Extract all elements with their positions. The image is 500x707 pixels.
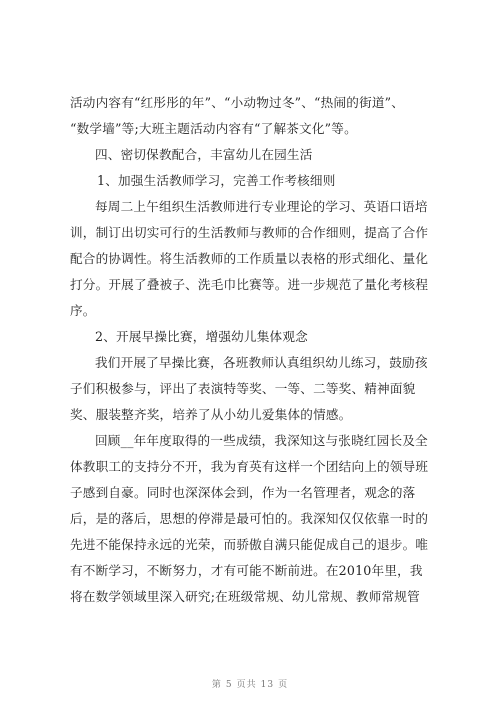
paragraph-line: 子感到自豪。同时也深深体会到，作为一名管理者，观念的落 xyxy=(70,485,416,500)
paragraph-line: 每周二上午组织生活教师进行专业理论的学习、英语口语培 xyxy=(95,199,428,214)
section-heading: 四、密切保教配合，丰富幼儿在园生活 xyxy=(95,147,313,162)
paragraph-line: 将在数学领域里深入研究;在班级常规、幼儿常规、教师常规管 xyxy=(70,589,420,604)
subsection-heading: 2、开展早操比赛，增强幼儿集体观念 xyxy=(95,329,308,344)
text-line: 活动内容有“红彤彤的年”、“小动物过冬”、“热闹的街道”、 xyxy=(70,95,405,110)
paragraph-line: 我们开展了早操比赛，各班教师认真组织幼儿练习，鼓励孩 xyxy=(95,355,428,370)
footer-page-number: 5 xyxy=(225,680,233,690)
paragraph-line: 子们积极参与，评出了表演特等奖、一等、二等奖、精神面貌 xyxy=(70,381,416,396)
subsection-heading: 1、加强生活教师学习，完善工作考核细则 xyxy=(97,173,336,188)
paragraph-line: 序。 xyxy=(70,303,96,318)
footer-middle: 页共 xyxy=(236,680,257,690)
paragraph-line: 配合的协调性。将生活教师的工作质量以表格的形式细化、量化 xyxy=(70,251,429,266)
paragraph-line: 先进不能保持永远的光荣，而骄傲自满只能促成自己的退步。唯 xyxy=(70,537,429,552)
paragraph-line: 打分。开展了叠被子、洗毛巾比赛等。进一步规范了量化考核程 xyxy=(70,277,429,292)
page-footer xyxy=(0,677,500,690)
footer-total-pages: 13 xyxy=(260,680,275,690)
footer-suffix: 页 xyxy=(278,680,289,690)
text-line: “数学墙”等;大班主题活动内容有“了解茶文化”等。 xyxy=(70,121,357,136)
paragraph-line: 回顾__年年度取得的一些成绩，我深知这与张晓红园长及全 xyxy=(95,433,428,448)
paragraph-line: 有不断学习，不断努力，才有可能不断前进。在2010年里，我 xyxy=(70,563,423,578)
paragraph-line: 奖、服装整齐奖，培养了从小幼儿爱集体的情感。 xyxy=(70,407,352,422)
paragraph-line: 后，是的落后，思想的停滞是最可怕的。我深知仅仅依靠一时的 xyxy=(70,511,429,526)
footer-prefix: 第 xyxy=(211,680,222,690)
paragraph-line: 训，制订出切实可行的生活教师与教师的合作细则，提高了合作 xyxy=(70,225,429,240)
paragraph-line: 体教职工的支持分不开，我为育英有这样一个团结向上的领导班 xyxy=(70,459,429,474)
